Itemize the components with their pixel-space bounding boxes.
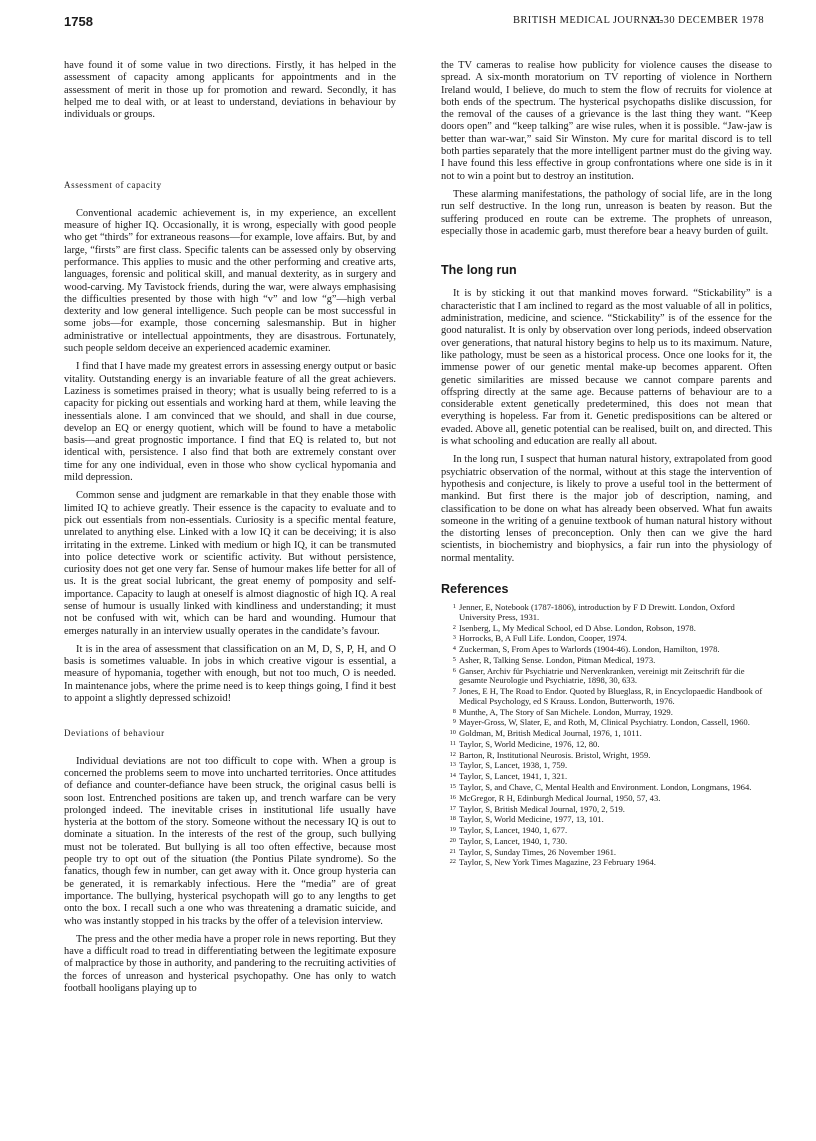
reference-item: [441, 848, 772, 858]
reference-text: Isenberg, L, My Medical School, ed D Abse. London, Robson, 1978.: [459, 622, 696, 633]
running-header: [64, 14, 764, 32]
deviations-paragraph-2: The press and the other media have a proper role in news reporting. But they have a difficult road to tread in differentiating between the legitimate exposure of malpractice by those in authority, and pandering to the recruiting activities of the forces of unreason and hysterical psychopathy. One has only to watch football hooligans playing up to: [64, 933, 397, 994]
reference-number: 5: [452, 656, 456, 663]
reference-number: 18: [449, 815, 456, 823]
reference-number: 3: [452, 634, 456, 642]
issue-date: 23-30 DECEMBER 1978: [648, 15, 764, 26]
reference-item: [441, 783, 772, 793]
reference-text: Goldman, M, British Medical Journal, 1976, 1, 1011.: [459, 728, 642, 739]
references-heading: References: [441, 581, 509, 596]
reference-number: 16: [449, 793, 456, 801]
reference-number: 14: [449, 772, 456, 780]
reference-text: Taylor, S, Lancet, 1941, 1, 321.: [459, 771, 568, 782]
reference-number: 2: [452, 623, 456, 631]
reference-item: [441, 708, 772, 718]
reference-text: Mayer-Gross, W, Slater, E, and Roth, M, Clinical Psychiatry. London, Cassell, 1960.: [459, 717, 750, 728]
page-number: 1758: [64, 14, 93, 29]
reference-text: Ganser, Archiv für Psychiatrie und Nervenkranken, vereinigt mit Zeitschrift für die gesamte Neurologie und Psychiatrie, 1898, 30, 633.: [459, 665, 745, 686]
left-column: [64, 60, 396, 995]
reference-item: [441, 718, 772, 728]
reference-number: 20: [449, 836, 456, 844]
reference-text: Asher, R, Talking Sense. London, Pitman Medical, 1973.: [459, 655, 656, 665]
reference-number: 1: [452, 603, 456, 611]
deviations-heading: Deviations of behaviour: [64, 728, 165, 739]
pathology-paragraph: These alarming manifestations, the pathology of social life, are in the long run self destructive. In the long run, unreason is beaten by reason. But the suffering produced en route can be extreme. The prophets of unreason, especially those in academic garb, must therefore bear a heavy burden of guilt.: [441, 188, 772, 237]
reference-item: [441, 667, 772, 686]
reference-item: [441, 815, 772, 825]
reference-number: 22: [449, 858, 456, 866]
reference-text: Munthe, A, The Story of San Michele. London, Murray, 1929.: [459, 706, 673, 717]
long-run-paragraph-2: In the long run, I suspect that human natural history, extrapolated from good psychiatric observation of the normal, without at this stage the intervention of hypothesis and conjecture, is likely to prove a useful tool in the betterment of mankind. But first there is the major job of description, naming, and classification to be done on what has already been observed. What fun awaits someone in the writing of a genuine textbook of human natural history without the distorting lenses of preconception. Only then can we give the hard scientists, in biochemistry and biophysics, a fair run into the physiology of normal mentality.: [441, 454, 772, 564]
reference-item: [441, 772, 772, 782]
reference-number: 19: [449, 826, 456, 834]
reference-number: 10: [449, 729, 456, 737]
reference-item: [441, 837, 772, 847]
reference-item: [441, 826, 772, 836]
continued-paragraph: the TV cameras to realise how publicity for violence causes the disease to spread. A six-month moratorium on TV reporting of violence in Northern Ireland would, I believe, do much to stem the flow of recruits for violence at both ends of the spectrum. The hysterical psychopaths dislike discussion, for the removal of the causes of a grievance is the last thing they want. “Keep doors open” and “keep talking” are wise rules, when it is possible. “Jaw-jaw is better than war-war,” said Sir Winston. My cure for marital discord is to tell both parties separately that the more intelligent partner must do the giving way. I have found this less effective in group confrontations where one side is in it not to win a point but to destroy an institution.: [441, 60, 772, 182]
long-run-paragraph-1: It is by sticking it out that mankind moves forward. “Stickability” is a characteristic that I am inclined to regard as the most valuable of all in politics, administration, medicine, and science. “Stickability” is of the essence for the good naturalist. It is only by observation over long periods, indeed observation over generations, that natural history begins to help us to its maximum. Nature, like pathology, must be seen as a historical process. Once one looks for it, the immense power of our genetic mental make-up becomes apparent. Often genetic similarities are missed because we cannot compare parents and offspring directly at the same age. Because patterns of behaviour are to a considerable extent genetically predetermined, this does not mean that everything is hopeless. Far from it. Genetic predispositions can be altered or evaded. Above all, genetic potential can be realised, built on, and directed. This is what schooling and education are really all about.: [441, 288, 772, 448]
assessment-heading: Assessment of capacity: [64, 180, 162, 191]
reference-item: [441, 740, 772, 750]
reference-number: 4: [452, 645, 456, 653]
reference-item: [441, 624, 772, 634]
reference-item: [441, 645, 772, 655]
reference-text: Taylor, S, World Medicine, 1977, 13, 101.: [459, 814, 604, 825]
reference-item: [441, 729, 772, 739]
reference-text: Jones, E H, The Road to Endor. Quoted by Blueglass, R, in Encyclopaedic Handbook of Medical Psychology, ed S Krauss. London, Butterworth, 1976.: [459, 686, 763, 706]
reference-item: [441, 858, 772, 868]
reference-text: Taylor, S, Sunday Times, 26 November 1961.: [459, 846, 617, 857]
reference-number: 9: [452, 718, 456, 726]
reference-number: 8: [452, 707, 456, 715]
long-run-heading: The long run: [441, 263, 517, 278]
reference-text: Taylor, S, New York Times Magazine, 23 February 1964.: [459, 857, 656, 868]
reference-text: McGregor, R H, Edinburgh Medical Journal, 1950, 57, 43.: [459, 792, 661, 803]
reference-number: 11: [449, 739, 456, 747]
reference-text: Taylor, S, and Chave, C, Mental Health and Environment. London, Longmans, 1964.: [459, 782, 752, 792]
reference-item: [441, 805, 772, 815]
reference-text: Taylor, S, Lancet, 1938, 1, 759.: [459, 760, 568, 771]
reference-text: Zuckerman, S, From Apes to Warlords (1904-46). London, Hamilton, 1978.: [459, 644, 720, 655]
reference-number: 6: [452, 666, 456, 674]
reference-text: Jenner, E, Notebook (1787-1806), introduction by F D Drewitt. London, Oxford University Press, 1931.: [459, 602, 735, 622]
reference-number: 15: [449, 783, 456, 790]
reference-number: 17: [449, 804, 456, 812]
reference-text: Horrocks, B, A Full Life. London, Cooper, 1974.: [459, 633, 627, 644]
reference-text: Barton, R, Institutional Neurosis. Bristol, Wright, 1959.: [459, 749, 651, 760]
capacity-paragraph-1: Conventional academic achievement is, in my experience, an excellent measure of higher IQ. Occasionally, it is wrong, especially with good people who get “thirds” for extraneous reasons—for example, love affairs. But, by and large, “firsts” are first class. Specific talents can be assessed only by observing performance. This applies to music and the other performing and creative arts, languages, forensic and political skill, and manual dexterity, as in surgery and wood-carving. My Tavistock friends, during the war, were always emphasising the difficulties presented by those with high “v” and low “g”—high verbal dexterity and low general intelligence. Such people can be most successful in some jobs—for example, those concerning salesmanship. But in higher administrative or intellectual appointments, they are disastrous. Fortunately, such people seldom deceive an experienced academic examiner.: [64, 207, 396, 355]
right-column: [441, 60, 772, 869]
deviations-paragraph-1: Individual deviations are not too difficult to cope with. When a group is concerned the problems seem to move into uncharted territories. Once attitudes of defiance and counter-defiance have been struck, the original casus belli is soon lost. Entrenched positions are taken up, and trench warfare can be very prolonged indeed. The inevitable crises in institutional life usually have hysteria at the bottom of the story. Someone without the necessary IQ is out to dominate a situation. In the interests of the rest of the group, such bullying must not be tolerated. But bullying is all too often effective, because most people try to opt out of the situation (the Pontius Pilate syndrome). So the fanatics, though few in number, can get away with it. Once group hysteria can be generated, it is remarkably infectious. Here the “media” are of great importance. The bullying, hysterical psychopath will go to any lengths to get onto the box. I recall such a one who was threatening a dramatic suicide, and who was instantly stopped in his tracks by the offer of a television interview.: [64, 755, 396, 927]
reference-item: [441, 656, 772, 666]
reference-number: 21: [449, 847, 456, 855]
reference-list: [441, 603, 772, 868]
reference-item: [441, 687, 772, 706]
reference-text: Taylor, S, Lancet, 1940, 1, 730.: [459, 835, 568, 846]
reference-item: [441, 761, 772, 771]
reference-number: 7: [452, 687, 456, 695]
reference-item: [441, 794, 772, 804]
journal-title: BRITISH MEDICAL JOURNAL: [513, 15, 664, 26]
capacity-paragraph-3: Common sense and judgment are remarkable in that they enable those with limited IQ to achieve greatly. Their essence is the capacity to evaluate and to pick out essentials from non-essentials. Curiosity is a specific mental feature, unrelated to anything else. Linked with a low IQ it can be deceiving; it is also irritating in the extreme. Linked with medium or high IQ, it can be transmuted into police detective work or scientific activity. But without persistence, curiosity does not get one very far. Sense of humour makes life better for all of us. It is the great social lubricant, the great enemy of pomposity and self-importance. Capacity to laugh at oneself is almost diagnostic of high IQ. A real sense of humour is usually linked with kindliness and understanding; it must not be confused with wit, which can be hard and wounding. Humour that emerges naturally in an interview usually operates in the candidate’s favour.: [64, 490, 396, 637]
reference-item: [441, 603, 772, 622]
reference-text: Taylor, S, British Medical Journal, 1970, 2, 519.: [459, 803, 625, 814]
capacity-paragraph-4: It is in the area of assessment that classification on an M, D, S, P, H, and O basis is sometimes valuable. In jobs in which creative vigour is essential, a measure of hypomania, together with enough, but not too much, O is needed. In maintenance jobs, where the prime need is to keep things going, I find it best to appoint a slightly depressed schizoid!: [64, 643, 396, 705]
reference-number: 12: [449, 750, 456, 758]
intro-paragraph: have found it of some value in two directions. Firstly, it has helped in the assessment of capacity among applicants for appointments and in the assessment of merit in those up for promotion and reward. Secondly, it has helped me to deal with, or at least to understand, deviations in behaviour by individuals or groups.: [64, 60, 396, 121]
reference-text: Taylor, S, Lancet, 1940, 1, 677.: [459, 825, 568, 836]
reference-text: Taylor, S, World Medicine, 1976, 12, 80.: [459, 738, 600, 749]
reference-item: [441, 751, 772, 761]
capacity-paragraph-2: I find that I have made my greatest errors in assessing energy output or basic vitality. Outstanding energy is an invariable feature of all the great achievers. Laziness is sometimes praised in theory; what is usually being referred to is a capacity for picking out essentials and working hard at them, while leaving the inessentials alone. I am convinced that we should, and shall in due course, develop an EQ or energy quotient, which will be found to have a metabolic basis—and great prognostic importance. I find that EQ is related to, but not identical with, persistence. I also find that both are extremely constant over time for any one individual, even in those who show cyclical hypomania and mild depression.: [64, 361, 396, 484]
reference-item: [441, 634, 772, 644]
reference-number: 13: [449, 761, 456, 769]
